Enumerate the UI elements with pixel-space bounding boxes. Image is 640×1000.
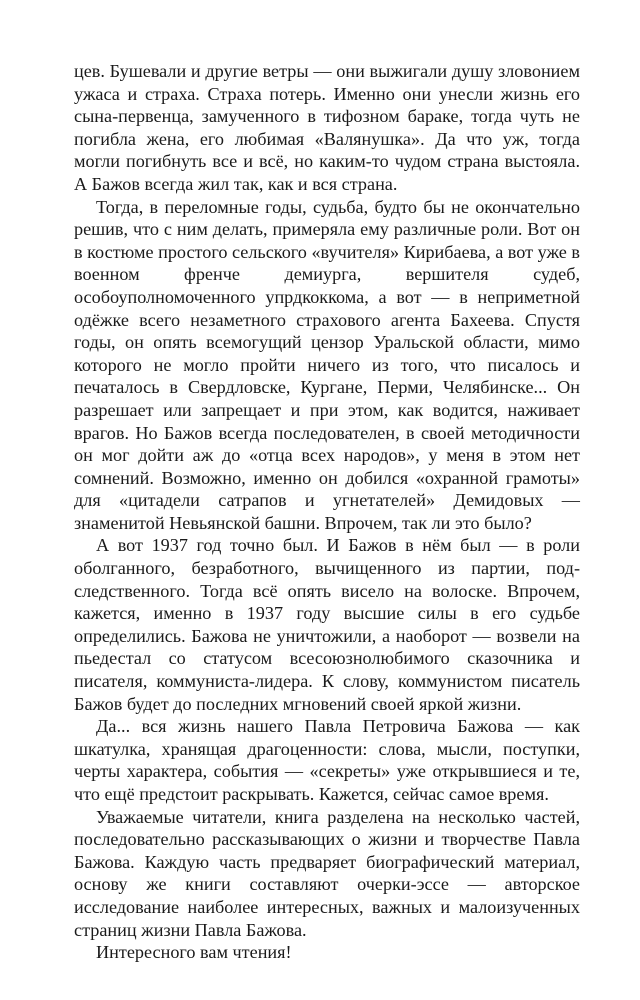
paragraph-1937: А вот 1937 год точно был. И Бажов в нём был — в роли оболганного, безработного, вычищенного из партии, подследственного. Тогда всё опять висело на волоске. Впрочем, кажется, именно в 1937 году высшие силы в его судьбе определились. Бажова не уничтожили, а наоборот — возвели на пьедестал со статусом всесоюзнолюбимого сказочника и писателя, коммуниста-лидера. К слову, коммунистом писатель Бажов будет до последних мгновений своей яркой жизни. [74,535,580,714]
book-page-text [74,60,580,964]
paragraph-closing: Интересного вам чтения! [96,942,292,963]
paragraph-roles: Тогда, в переломные годы, судьба, будто бы не окончательно решив, что с ним делать, примеряла ему различные роли. Вот он в костюме простого сельского «вучителя» Кирибаева, а вот уже в военном френче демиурга, вершителя судеб, особоуполномоченного упрдкоккома, а вот — в неприметной одёжке всего незаметного страхового агента Бахеева. Спустя годы, он опять всемогущий цензор Уральской области, мимо которого не могло пройти ничего из того, что писалось и печаталось в Свердловске, Кургане, Перми, Челябинске... Он разрешает или запрещает и при этом, как водится, наживает врагов. Но Бажов всегда последователен, в своей методичности он мог дойти аж до «отца всех народов», у меня в этом нет сомнений. Возможно, именно он добился «охранной грамоты» для «цитадели сатрапов и угнетателей» Демидовых — знаменитой Невьянской башни. Впрочем, так ли это было? [74,196,581,533]
paragraph-casket: Да... вся жизнь нашего Павла Петровича Бажова — как шкатулка, хранящая драгоценности: слова, мысли, поступки, черты характера, события — «секреты» уже открывшиеся и те, что ещё предстоит раскрывать. Кажется, сейчас самое время. [74,716,580,804]
paragraph-continuation: цев. Бушевали и другие ветры — они выжигали душу зловонием ужаса и страха. Страха потерь. Именно они унесли жизнь его сына-первенца, замученного в тифозном бараке, тогда чуть не погибла жена, его любимая «Валянушка». Да что уж, тогда могли погибнуть все и всё, но каким-то чудом страна выстояла. А Бажов всегда жил так, как и вся страна. [74,61,580,194]
paragraph-readers: Уважаемые читатели, книга разделена на несколько частей, последовательно рассказывающих о жизни и творчестве Павла Бажова. Каждую часть предваряет биографический материал, основу же книги составляют очерки-эссе — авторское исследование наиболее интересных, важных и малоизученных страниц жизни Павла Бажова. [74,806,580,940]
